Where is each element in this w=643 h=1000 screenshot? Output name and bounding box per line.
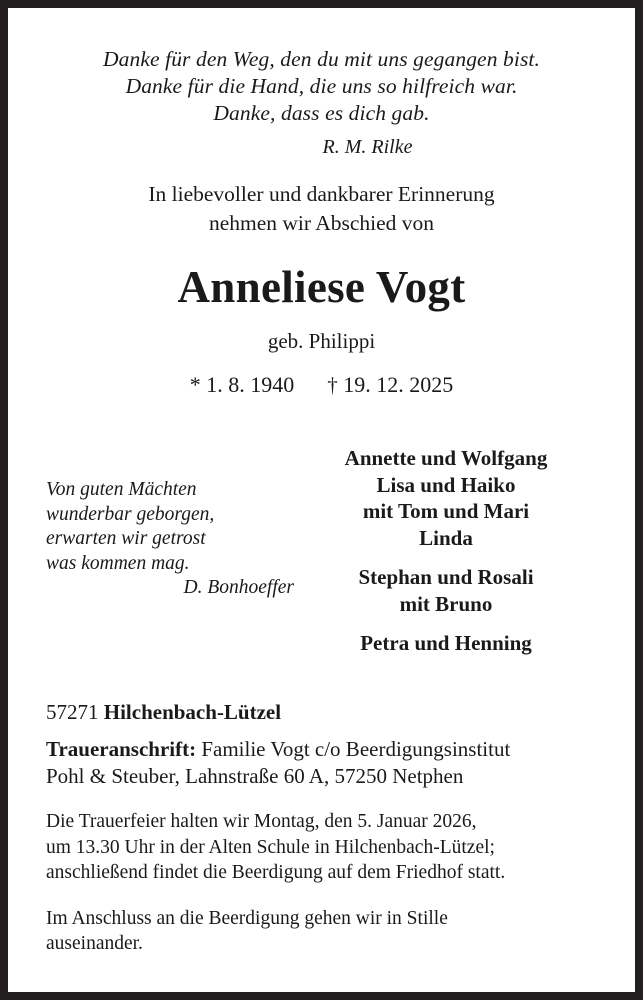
survivor-group <box>296 564 596 617</box>
intro-line-1: In liebevoller und dankbarer Erinnerung <box>148 182 495 206</box>
service-line-2: um 13.30 Uhr in der Alten Schule in Hilchenbach-Lützel; <box>46 836 495 858</box>
intro-line-2: nehmen wir Abschied von <box>208 211 435 235</box>
birth-date: 1. 8. 1940 <box>206 372 295 397</box>
service-line-3: anschließend findet die Beerdigung auf dem Friedhof statt. <box>46 862 506 883</box>
location-line <box>46 698 606 726</box>
poem-line-1: Danke für den Weg, den du mit uns gegangen bist. <box>103 47 540 71</box>
poem-author: R. M. Rilke <box>322 136 413 158</box>
survivor-line: mit Tom und Mari <box>362 499 530 523</box>
address-recipient: Familie Vogt c/o Beerdigungsinstitut <box>196 737 511 761</box>
service-details <box>46 809 606 886</box>
survivor-line: Petra und Henning <box>360 631 532 655</box>
intro-text <box>8 180 635 238</box>
closing-line-1: Im Anschluss an die Beerdigung gehen wir in Stille <box>46 907 448 929</box>
postal-code: 57271 <box>46 700 99 724</box>
bonhoeffer-quote <box>46 478 296 601</box>
bonhoeffer-line-1: Von guten Mächten <box>46 479 197 500</box>
closing-line-2: auseinander. <box>46 933 143 954</box>
survivor-line: Annette und Wolfgang <box>344 446 548 470</box>
poem-line-3: Danke, dass es dich gab. <box>213 101 430 125</box>
obituary-card <box>8 8 635 992</box>
survivor-group <box>296 445 596 551</box>
bonhoeffer-line-4: was kommen mag. <box>46 552 190 574</box>
details-block <box>46 698 606 957</box>
address-line-1 <box>46 736 606 763</box>
address-line-2: Pohl & Steuber, Lahnstraße 60 A, 57250 Netphen <box>46 764 464 788</box>
memorial-poem <box>8 46 635 127</box>
life-dates <box>8 372 635 398</box>
city-name: Hilchenbach-Lützel <box>103 700 282 724</box>
birth-symbol: * <box>189 372 201 397</box>
survivor-line: Stephan und Rosali <box>358 565 534 589</box>
obituary-content <box>8 8 635 992</box>
bonhoeffer-author: D. Bonhoeffer <box>183 577 294 598</box>
death-date: 19. 12. 2025 <box>343 372 454 397</box>
poem-line-2: Danke für die Hand, die uns so hilfreich war. <box>125 74 518 98</box>
deceased-maiden-name: geb. Philippi <box>267 329 376 353</box>
survivor-line: mit Bruno <box>399 591 493 616</box>
condolence-address <box>46 736 606 790</box>
survivor-line: Linda <box>419 525 473 550</box>
survivors-list <box>296 445 596 657</box>
deceased-name: Anneliese Vogt <box>177 262 466 312</box>
bonhoeffer-line-2: wunderbar geborgen, <box>46 503 215 525</box>
bonhoeffer-line-3: erwarten wir getrost <box>46 528 206 549</box>
survivor-group <box>296 630 596 657</box>
service-line-1: Die Trauerfeier halten wir Montag, den 5. Januar 2026, <box>46 811 477 832</box>
closing-note <box>46 906 606 957</box>
survivor-line: Lisa und Haiko <box>376 472 516 497</box>
address-label: Traueranschrift: <box>46 737 197 761</box>
death-symbol: † <box>327 373 338 397</box>
